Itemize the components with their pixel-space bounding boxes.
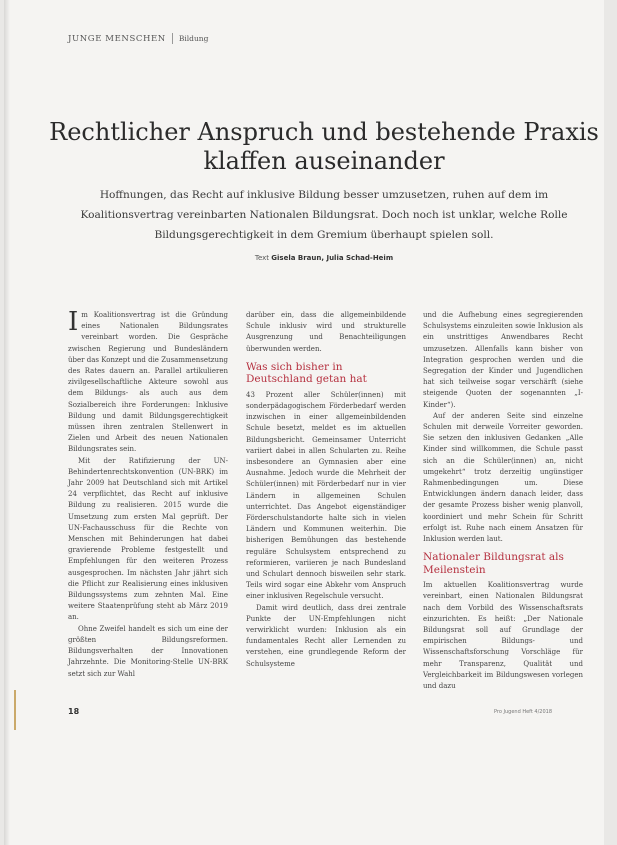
paragraph <box>68 307 228 456</box>
section-heading: Was sich bisher in Deutschland getan hat <box>246 360 367 386</box>
article-lead: Hoffnungen, das Recht auf inklusive Bildung besser umzusetzen, ruhen auf dem im Koalitionsvertrag vereinbarten Nationalen Bildungsrat. Doch noch ist unklar, welche Rolle Bildungsgerechtigkeit in dem Gremium überhaupt spielen soll. <box>80 189 568 241</box>
text-column-1 <box>68 307 228 680</box>
text-column-2 <box>246 310 406 670</box>
article-byline <box>104 254 544 262</box>
paragraph: und die Aufhebung eines segregierenden Schulsystems einzuleiten sowie Inklusion als ein unstrittiges Anwendbares Recht umzusetzen. Allenfalls kann bisher von Integration gesprochen werden und die Segregation der Kinder und Jugendlichen hat sich teilweise sogar verschärft (siehe steigende Quoten der sogenannten „I-Kinder“). <box>423 311 583 409</box>
paragraph: Auf der anderen Seite sind einzelne Schulen mit derweile Vorreiter geworden. Sie setzen den inklusiven Gedanken „Alle Kinder sind willkommen, die Schule passt sich an die Schüler(innen) an, nicht umgekehrt“ trotz derzeitig ungünstiger Rahmenbedingungen um. Diese Entwicklungen ändern danach leider, dass der gesamte Prozess bisher wenig planvoll, koordiniert und mehr Schein für Schritt erfolgt ist. Ruhe nach einem Ansatzen für Inklusion werden laut. <box>423 411 583 544</box>
drop-cap: I <box>68 307 79 337</box>
byline-prefix: Text <box>254 254 270 262</box>
byline-authors: Gisela Braun, Julia Schad-Heim <box>271 254 394 262</box>
paragraph: Damit wird deutlich, dass drei zentrale Punkte der UN-Empfehlungen nicht verwirklicht wurden: Inklusion als ein fundamentales Recht aller Lernenden zu verstehen, eine grundlegende Reform der Schulsysteme <box>246 603 406 668</box>
paragraph-text: m Koalitionsvertrag ist die Gründung eines Nationalen Bildungsrates vereinbart worden. Die Gespräche zwischen Regierung und Bundesländern über das Konzept und die Zusammensetzung des Rates dauern an. Parallel artikulieren zivilgesellschaftliche Akteure sowohl aus dem Bildungs- als auch aus dem Sozialbereich ihre Forderungen: Inklusive Bildung und damit Bildungsgerechtigkeit müssen ihren zentralen Stellenwert in Zielen und Arbeit des neuen Nationalen Bildungsrates sein. <box>68 311 228 454</box>
page-number: 18 <box>68 707 80 716</box>
subsection-label: Bildung <box>178 34 209 43</box>
paragraph: Im aktuellen Koalitionsvertrag wurde vereinbart, einen Nationalen Bildungsrat nach dem Vorbild des Wissenschaftsrats einzurichten. Es heißt: „Der Nationale Bildungsrat soll auf Grundlage der empirischen Bildungs- und Wissenschaftsforschung Vorschläge für mehr Transparenz, Qualität und Vergleichbarkeit im Bildungswesen vorlegen und dazu <box>423 581 583 691</box>
magazine-page <box>4 0 604 845</box>
section-label: JUNGE MENSCHEN <box>68 33 166 44</box>
paragraph: Ohne Zweifel handelt es sich um eine der größten Bildungsreformen. Bildungsverhalten der Innovationen Jahrzehnte. Die Monitoring-Stelle UN-BRK setzt sich zur Wahl <box>68 624 228 678</box>
margin-marker <box>14 690 16 730</box>
page-edge-shadow <box>4 0 10 845</box>
paragraph: darüber ein, dass die allgemeinbildende Schule inklusiv wird und strukturelle Ausgrenzung und Benachteiligungen überwunden werden. <box>246 311 406 353</box>
section-heading: Nationaler Bildungsrat als Meilenstein <box>423 551 564 576</box>
text-column-3 <box>423 310 583 692</box>
paragraph: Mit der Ratifizierung der UN-Behindertenrechtskonvention (UN-BRK) im Jahr 2009 hat Deutschland sich mit Artikel 24 verpflichtet, das Recht auf inklusive Bildung zu realisieren. 2015 wurde die Umsetzung zum ersten Mal geprüft. Der UN-Fachausschuss für die Rechte von Menschen mit Behinderungen hat dabei gravierende Probleme festgestellt und Empfehlungen für den weiteren Prozess ausgesprochen. Im nächsten Jahr jährt sich die Pflicht zur Realisierung eines inklusiven Bildungssystems zum zehnten Mal. Eine weitere Staatenprüfung steht ab März 2019 an. <box>68 456 228 622</box>
section-kicker <box>68 33 208 44</box>
publication-source: Pro Jugend Heft 4/2018 <box>494 709 552 715</box>
paragraph: 43 Prozent aller Schüler(innen) mit sonderpädagogischem Förderbedarf werden inzwischen in einer allgemeinbildenden Schule besetzt, meldet es im aktuellen Bildungsbericht. Gemeinsamer Unterricht variiert dabei in allen Schularten zu. Reihe insbesondere an Gymnasien aber eine Ausnahme. Jedoch wurde die Mehrheit der Schüler(innen) mit Förderbedarf nur in vier Ländern in allgemeinen Schulen unterrichtet. Das Angebot eigenständiger Förderschulstandorte halte sich in vielen Ländern und Kommunen weiterhin. Die bisherigen Bemühungen das bestehende reguläre Schulsystem entsprechend zu reformieren, variieren je nach Bundesland und Schulart dennoch bisweilen sehr stark. Teils wird sogar eine Abkehr vom Anspruch einer inklusiven Regelschule versucht. <box>246 390 406 601</box>
kicker-divider <box>172 33 173 44</box>
article-title: Rechtlicher Anspruch und bestehende Praxis klaffen auseinander <box>49 118 599 175</box>
